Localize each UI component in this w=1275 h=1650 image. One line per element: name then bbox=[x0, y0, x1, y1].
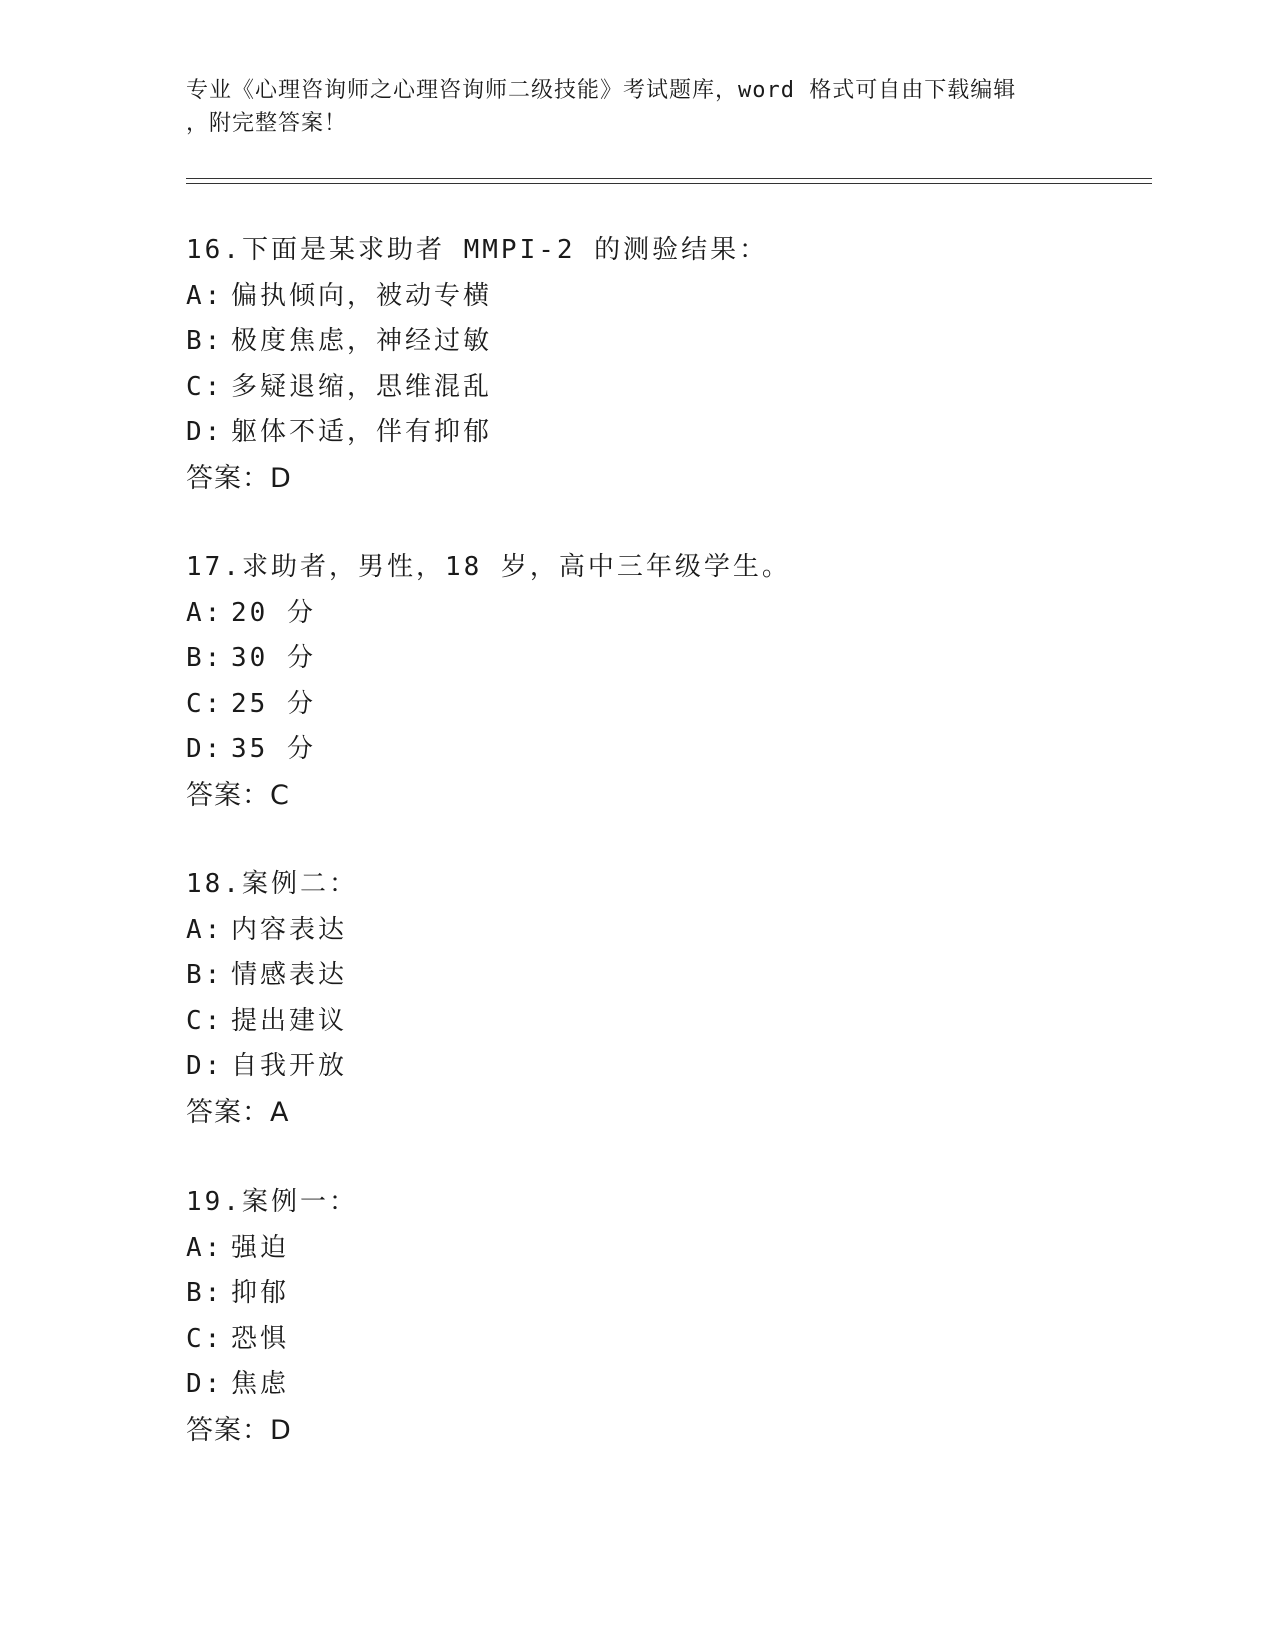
option-text: 多疑退缩，思维混乱 bbox=[231, 371, 493, 402]
option-letter: D: bbox=[186, 417, 224, 448]
header-line-1: 专业《心理咨询师之心理咨询师二级技能》考试题库，word 格式可自由下载编辑 bbox=[186, 78, 1017, 103]
option-text: 提出建议 bbox=[231, 1005, 348, 1036]
option-d bbox=[186, 727, 1086, 773]
option-text: 25 分 bbox=[231, 688, 316, 719]
option-text: 30 分 bbox=[231, 643, 316, 674]
option-letter: B: bbox=[186, 960, 224, 991]
option-b bbox=[186, 636, 1086, 682]
option-c bbox=[186, 999, 1086, 1045]
option-letter: D: bbox=[186, 734, 224, 765]
question-18 bbox=[186, 862, 1086, 1136]
document-header bbox=[186, 74, 1066, 140]
option-letter: D: bbox=[186, 1051, 224, 1082]
option-text: 20 分 bbox=[231, 597, 316, 628]
option-a bbox=[186, 908, 1086, 954]
option-text: 内容表达 bbox=[231, 914, 348, 945]
option-d bbox=[186, 410, 1086, 456]
option-c bbox=[186, 365, 1086, 411]
option-text: 情感表达 bbox=[231, 960, 348, 991]
question-19 bbox=[186, 1180, 1086, 1454]
option-b bbox=[186, 1271, 1086, 1317]
header-divider-bottom bbox=[186, 183, 1152, 184]
option-text: 强迫 bbox=[231, 1232, 290, 1263]
option-text: 偏执倾向，被动专横 bbox=[231, 280, 493, 311]
option-letter: A: bbox=[186, 280, 224, 311]
option-c bbox=[186, 682, 1086, 728]
option-d bbox=[186, 1362, 1086, 1408]
option-letter: C: bbox=[186, 688, 224, 719]
header-divider-top bbox=[186, 178, 1152, 179]
option-a bbox=[186, 591, 1086, 637]
option-c bbox=[186, 1317, 1086, 1363]
option-letter: B: bbox=[186, 1278, 224, 1309]
question-title: 16.下面是某求助者 MMPI-2 的测验结果： bbox=[186, 235, 769, 265]
option-letter: B: bbox=[186, 326, 224, 357]
option-text: 焦虑 bbox=[231, 1369, 290, 1400]
answer-label: 答案：D bbox=[186, 462, 292, 494]
question-16 bbox=[186, 228, 1086, 502]
option-b bbox=[186, 319, 1086, 365]
option-a bbox=[186, 274, 1086, 320]
answer-label: 答案：C bbox=[186, 779, 290, 811]
option-letter: A: bbox=[186, 1232, 224, 1263]
option-text: 极度焦虑，神经过敏 bbox=[231, 326, 493, 357]
option-a bbox=[186, 1226, 1086, 1272]
option-d bbox=[186, 1044, 1086, 1090]
option-text: 35 分 bbox=[231, 734, 316, 765]
option-letter: D: bbox=[186, 1369, 224, 1400]
question-title: 19.案例一： bbox=[186, 1187, 358, 1217]
option-letter: C: bbox=[186, 1005, 224, 1036]
option-text: 抑郁 bbox=[231, 1278, 290, 1309]
option-letter: C: bbox=[186, 1323, 224, 1354]
option-letter: B: bbox=[186, 643, 224, 674]
option-text: 自我开放 bbox=[231, 1051, 348, 1082]
header-line-2: ，附完整答案！ bbox=[186, 111, 348, 136]
question-17 bbox=[186, 545, 1086, 819]
option-b bbox=[186, 953, 1086, 999]
question-title: 18.案例二： bbox=[186, 869, 358, 899]
answer-label: 答案：A bbox=[186, 1096, 290, 1128]
option-letter: A: bbox=[186, 914, 224, 945]
question-title: 17.求助者，男性，18 岁，高中三年级学生。 bbox=[186, 552, 791, 582]
option-text: 恐惧 bbox=[231, 1323, 290, 1354]
option-text: 躯体不适，伴有抑郁 bbox=[231, 417, 493, 448]
option-letter: A: bbox=[186, 597, 224, 628]
answer-label: 答案：D bbox=[186, 1414, 292, 1446]
option-letter: C: bbox=[186, 371, 224, 402]
